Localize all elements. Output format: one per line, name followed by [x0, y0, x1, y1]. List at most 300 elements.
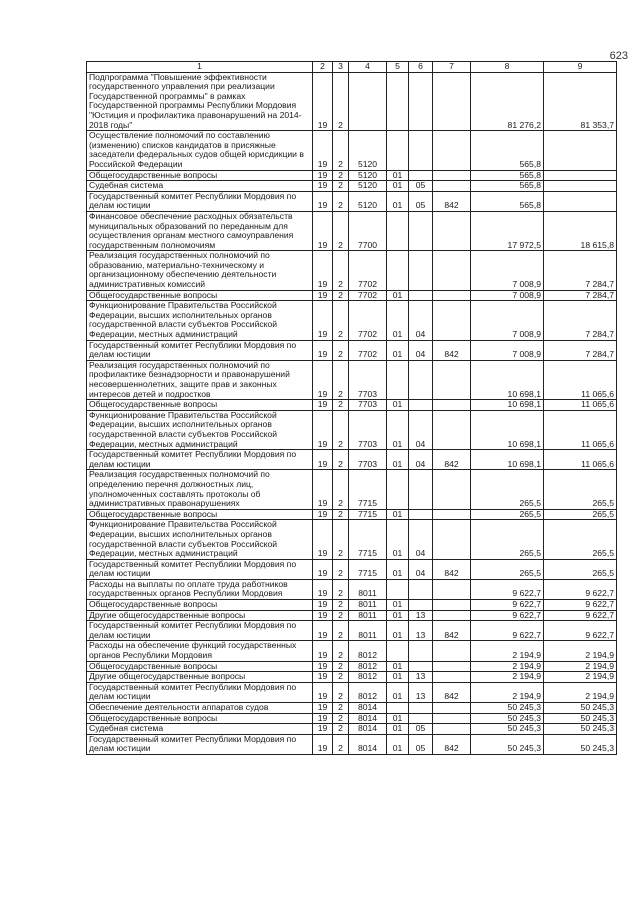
code-subsection: 04 — [409, 301, 433, 340]
code-gp: 19 — [313, 610, 333, 621]
table-row — [87, 520, 617, 559]
code-subsection: 04 — [409, 559, 433, 579]
code-sub: 2 — [333, 579, 349, 599]
amount-year-2: 11 065,6 — [544, 450, 617, 470]
row-name: Функционирование Правительства Российской Федерации, высших исполнительных органов государственной власти субъектов Российской Федерации, местных администраций — [87, 410, 313, 449]
amount-year-1: 10 698,1 — [471, 410, 544, 449]
code-ministry — [433, 520, 471, 559]
table-row — [87, 661, 617, 672]
amount-year-2: 11 065,6 — [544, 410, 617, 449]
row-name: Подпрограмма "Повышение эффективности государственного управления при реализации Государственной программы" в рамках Государственной программы Республики Мордовия "Юстиция и профилактика правонарушений на 2014-2018 годы" — [87, 72, 313, 131]
code-gp: 19 — [313, 211, 333, 250]
code-gp: 19 — [313, 410, 333, 449]
code-section: 01 — [387, 520, 409, 559]
code-section: 01 — [387, 400, 409, 411]
amount-year-1: 265,5 — [471, 520, 544, 559]
header-cell: 5 — [387, 62, 409, 73]
header-cell: 1 — [87, 62, 313, 73]
code-section: 01 — [387, 301, 409, 340]
code-ministry — [433, 400, 471, 411]
amount-year-2: 9 622,7 — [544, 610, 617, 621]
code-subsection — [409, 579, 433, 599]
code-sub: 2 — [333, 559, 349, 579]
row-name: Расходы на обеспечение функций государственных органов Республики Мордовия — [87, 641, 313, 661]
code-direction: 7715 — [349, 509, 387, 520]
code-ministry: 842 — [433, 621, 471, 641]
code-direction: 7715 — [349, 559, 387, 579]
amount-year-1: 9 622,7 — [471, 610, 544, 621]
code-sub: 2 — [333, 181, 349, 192]
code-ministry: 842 — [433, 191, 471, 211]
code-sub: 2 — [333, 724, 349, 735]
code-direction: 7703 — [349, 360, 387, 399]
code-direction: 5120 — [349, 181, 387, 192]
code-direction: 5120 — [349, 170, 387, 181]
code-section — [387, 211, 409, 250]
code-ministry — [433, 301, 471, 340]
code-section: 01 — [387, 661, 409, 672]
amount-year-2: 7 284,7 — [544, 301, 617, 340]
code-sub: 2 — [333, 661, 349, 672]
code-subsection — [409, 470, 433, 509]
code-ministry — [433, 703, 471, 714]
code-direction: 5120 — [349, 131, 387, 170]
code-section: 01 — [387, 170, 409, 181]
table-row — [87, 713, 617, 724]
code-sub: 2 — [333, 610, 349, 621]
code-sub: 2 — [333, 131, 349, 170]
code-subsection: 05 — [409, 191, 433, 211]
code-subsection — [409, 290, 433, 301]
code-section: 01 — [387, 181, 409, 192]
code-gp: 19 — [313, 72, 333, 131]
code-gp: 19 — [313, 170, 333, 181]
code-ministry: 842 — [433, 450, 471, 470]
code-gp: 19 — [313, 579, 333, 599]
code-gp: 19 — [313, 360, 333, 399]
code-sub: 2 — [333, 191, 349, 211]
code-section: 01 — [387, 610, 409, 621]
code-subsection — [409, 713, 433, 724]
table-row — [87, 724, 617, 735]
header-cell: 9 — [544, 62, 617, 73]
row-name: Осуществление полномочий по составлению (изменению) списков кандидатов в присяжные заседатели федеральных судов общей юрисдикции в Российской Федерации — [87, 131, 313, 170]
code-sub: 2 — [333, 450, 349, 470]
amount-year-1: 50 245,3 — [471, 724, 544, 735]
code-gp: 19 — [313, 713, 333, 724]
code-subsection — [409, 211, 433, 250]
code-gp: 19 — [313, 520, 333, 559]
row-name: Судебная система — [87, 181, 313, 192]
code-direction: 8014 — [349, 713, 387, 724]
code-ministry — [433, 661, 471, 672]
code-gp: 19 — [313, 400, 333, 411]
table-row — [87, 360, 617, 399]
code-section: 01 — [387, 340, 409, 360]
code-section — [387, 703, 409, 714]
amount-year-2: 50 245,3 — [544, 703, 617, 714]
amount-year-2: 2 194,9 — [544, 672, 617, 683]
table-row — [87, 559, 617, 579]
row-name: Государственный комитет Республики Мордовия по делам юстиции — [87, 450, 313, 470]
header-cell: 7 — [433, 62, 471, 73]
amount-year-2: 265,5 — [544, 559, 617, 579]
code-sub: 2 — [333, 734, 349, 754]
amount-year-2: 265,5 — [544, 520, 617, 559]
code-gp: 19 — [313, 290, 333, 301]
header-cell: 6 — [409, 62, 433, 73]
amount-year-2: 50 245,3 — [544, 734, 617, 754]
code-direction: 7715 — [349, 470, 387, 509]
code-section: 01 — [387, 290, 409, 301]
code-direction: 7702 — [349, 290, 387, 301]
code-gp: 19 — [313, 621, 333, 641]
code-sub: 2 — [333, 170, 349, 181]
amount-year-1: 265,5 — [471, 509, 544, 520]
code-ministry: 842 — [433, 734, 471, 754]
row-name: Общегосударственные вопросы — [87, 713, 313, 724]
code-sub: 2 — [333, 470, 349, 509]
code-gp: 19 — [313, 191, 333, 211]
code-subsection — [409, 131, 433, 170]
code-ministry — [433, 211, 471, 250]
amount-year-2 — [544, 131, 617, 170]
code-section — [387, 470, 409, 509]
code-subsection — [409, 72, 433, 131]
code-gp: 19 — [313, 251, 333, 290]
code-ministry — [433, 672, 471, 683]
header-cell: 2 — [313, 62, 333, 73]
code-section: 01 — [387, 724, 409, 735]
row-name: Общегосударственные вопросы — [87, 661, 313, 672]
code-direction: 7703 — [349, 410, 387, 449]
amount-year-1: 9 622,7 — [471, 621, 544, 641]
amount-year-2: 9 622,7 — [544, 579, 617, 599]
code-subsection — [409, 600, 433, 611]
amount-year-2: 2 194,9 — [544, 682, 617, 702]
amount-year-1: 7 008,9 — [471, 290, 544, 301]
code-sub: 2 — [333, 290, 349, 301]
code-subsection — [409, 661, 433, 672]
code-subsection: 13 — [409, 621, 433, 641]
code-direction: 8014 — [349, 724, 387, 735]
code-sub: 2 — [333, 713, 349, 724]
code-section — [387, 360, 409, 399]
amount-year-2: 50 245,3 — [544, 724, 617, 735]
code-subsection: 04 — [409, 410, 433, 449]
code-ministry — [433, 641, 471, 661]
code-direction: 8014 — [349, 703, 387, 714]
amount-year-1: 17 972,5 — [471, 211, 544, 250]
code-subsection — [409, 170, 433, 181]
budget-table — [86, 61, 617, 755]
amount-year-1: 265,5 — [471, 470, 544, 509]
row-name: Государственный комитет Республики Мордовия по делам юстиции — [87, 682, 313, 702]
amount-year-1: 2 194,9 — [471, 641, 544, 661]
code-section — [387, 251, 409, 290]
code-direction — [349, 72, 387, 131]
table-row — [87, 410, 617, 449]
row-name: Другие общегосударственные вопросы — [87, 672, 313, 683]
table-row — [87, 251, 617, 290]
code-subsection: 05 — [409, 734, 433, 754]
row-name: Общегосударственные вопросы — [87, 400, 313, 411]
amount-year-1: 7 008,9 — [471, 301, 544, 340]
code-direction: 8012 — [349, 661, 387, 672]
code-ministry: 842 — [433, 682, 471, 702]
code-gp: 19 — [313, 672, 333, 683]
row-name: Обеспечение деятельности аппаратов судов — [87, 703, 313, 714]
code-sub: 2 — [333, 641, 349, 661]
code-sub: 2 — [333, 410, 349, 449]
code-section: 01 — [387, 734, 409, 754]
code-ministry — [433, 509, 471, 520]
row-name: Функционирование Правительства Российской Федерации, высших исполнительных органов государственной власти субъектов Российской Федерации, местных администраций — [87, 301, 313, 340]
code-section — [387, 579, 409, 599]
amount-year-2: 2 194,9 — [544, 661, 617, 672]
table-row — [87, 450, 617, 470]
code-section: 01 — [387, 410, 409, 449]
code-gp: 19 — [313, 641, 333, 661]
amount-year-2: 9 622,7 — [544, 621, 617, 641]
code-gp: 19 — [313, 509, 333, 520]
row-name: Государственный комитет Республики Мордовия по делам юстиции — [87, 734, 313, 754]
amount-year-1: 265,5 — [471, 559, 544, 579]
amount-year-1: 565,8 — [471, 191, 544, 211]
table-row — [87, 211, 617, 250]
code-subsection: 13 — [409, 672, 433, 683]
amount-year-1: 7 008,9 — [471, 251, 544, 290]
code-gp: 19 — [313, 724, 333, 735]
row-name: Государственный комитет Республики Мордовия по делам юстиции — [87, 340, 313, 360]
row-name: Общегосударственные вопросы — [87, 600, 313, 611]
code-direction: 8011 — [349, 621, 387, 641]
code-subsection — [409, 360, 433, 399]
code-section: 01 — [387, 672, 409, 683]
amount-year-1: 10 698,1 — [471, 450, 544, 470]
code-ministry: 842 — [433, 559, 471, 579]
amount-year-2 — [544, 191, 617, 211]
code-direction: 7715 — [349, 520, 387, 559]
table-row — [87, 672, 617, 683]
code-ministry — [433, 290, 471, 301]
code-gp: 19 — [313, 559, 333, 579]
code-sub: 2 — [333, 520, 349, 559]
amount-year-1: 50 245,3 — [471, 713, 544, 724]
code-gp: 19 — [313, 734, 333, 754]
code-direction: 8011 — [349, 600, 387, 611]
row-name: Реализация государственных полномочий по определению перечня должностных лиц, уполномоченных составлять протоколы об административных правонарушениях — [87, 470, 313, 509]
amount-year-1: 10 698,1 — [471, 360, 544, 399]
table-row — [87, 579, 617, 599]
code-direction: 7702 — [349, 251, 387, 290]
row-name: Государственный комитет Республики Мордовия по делам юстиции — [87, 191, 313, 211]
amount-year-2: 265,5 — [544, 470, 617, 509]
table-row — [87, 682, 617, 702]
amount-year-1: 2 194,9 — [471, 661, 544, 672]
code-ministry: 842 — [433, 340, 471, 360]
code-subsection — [409, 251, 433, 290]
code-direction: 8011 — [349, 610, 387, 621]
code-section: 01 — [387, 450, 409, 470]
code-sub: 2 — [333, 682, 349, 702]
table-row — [87, 340, 617, 360]
row-name: Расходы на выплаты по оплате труда работников государственных органов Республики Мордовия — [87, 579, 313, 599]
table-row — [87, 400, 617, 411]
code-ministry — [433, 610, 471, 621]
row-name: Реализация государственных полномочий по образованию, материально-техническому и организационному обеспечению деятельности административных комиссий — [87, 251, 313, 290]
code-sub: 2 — [333, 703, 349, 714]
code-gp: 19 — [313, 181, 333, 192]
amount-year-2 — [544, 181, 617, 192]
code-direction: 8011 — [349, 579, 387, 599]
table-row — [87, 181, 617, 192]
code-ministry — [433, 131, 471, 170]
code-ministry — [433, 579, 471, 599]
code-section: 01 — [387, 713, 409, 724]
code-subsection: 05 — [409, 724, 433, 735]
code-sub: 2 — [333, 621, 349, 641]
amount-year-2: 81 353,7 — [544, 72, 617, 131]
table-body — [87, 72, 617, 754]
amount-year-2: 7 284,7 — [544, 290, 617, 301]
code-section: 01 — [387, 600, 409, 611]
row-name: Другие общегосударственные вопросы — [87, 610, 313, 621]
table-row — [87, 191, 617, 211]
code-direction: 8012 — [349, 641, 387, 661]
table-row — [87, 600, 617, 611]
code-direction: 7700 — [349, 211, 387, 250]
amount-year-2: 11 065,6 — [544, 400, 617, 411]
code-section — [387, 641, 409, 661]
code-sub: 2 — [333, 251, 349, 290]
code-direction: 8014 — [349, 734, 387, 754]
row-name: Государственный комитет Республики Мордовия по делам юстиции — [87, 559, 313, 579]
code-sub: 2 — [333, 400, 349, 411]
row-name: Функционирование Правительства Российской Федерации, высших исполнительных органов государственной власти субъектов Российской Федерации, местных администраций — [87, 520, 313, 559]
code-sub: 2 — [333, 360, 349, 399]
table-row — [87, 641, 617, 661]
amount-year-1: 2 194,9 — [471, 682, 544, 702]
amount-year-1: 565,8 — [471, 181, 544, 192]
code-ministry — [433, 410, 471, 449]
header-row — [87, 62, 617, 73]
amount-year-1: 81 276,2 — [471, 72, 544, 131]
code-subsection — [409, 641, 433, 661]
table-row — [87, 170, 617, 181]
code-direction: 5120 — [349, 191, 387, 211]
amount-year-1: 9 622,7 — [471, 600, 544, 611]
amount-year-2: 265,5 — [544, 509, 617, 520]
amount-year-1: 2 194,9 — [471, 672, 544, 683]
table-row — [87, 621, 617, 641]
code-section — [387, 72, 409, 131]
header-cell: 8 — [471, 62, 544, 73]
code-subsection: 04 — [409, 340, 433, 360]
amount-year-1: 50 245,3 — [471, 703, 544, 714]
row-name: Финансовое обеспечение расходных обязательств муниципальных образований по переданным для осуществления органам местного самоуправления государственным полномочиям — [87, 211, 313, 250]
amount-year-1: 9 622,7 — [471, 579, 544, 599]
code-direction: 8012 — [349, 672, 387, 683]
code-gp: 19 — [313, 470, 333, 509]
code-gp: 19 — [313, 600, 333, 611]
amount-year-2: 2 194,9 — [544, 641, 617, 661]
code-section: 01 — [387, 621, 409, 641]
code-direction: 7702 — [349, 340, 387, 360]
amount-year-2: 50 245,3 — [544, 713, 617, 724]
code-gp: 19 — [313, 703, 333, 714]
code-gp: 19 — [313, 661, 333, 672]
table-row — [87, 72, 617, 131]
code-sub: 2 — [333, 72, 349, 131]
code-section: 01 — [387, 191, 409, 211]
code-sub: 2 — [333, 340, 349, 360]
code-section — [387, 131, 409, 170]
code-section: 01 — [387, 682, 409, 702]
code-ministry — [433, 713, 471, 724]
code-ministry — [433, 724, 471, 735]
code-gp: 19 — [313, 301, 333, 340]
code-ministry — [433, 170, 471, 181]
code-subsection: 13 — [409, 610, 433, 621]
code-direction: 8012 — [349, 682, 387, 702]
code-ministry — [433, 360, 471, 399]
code-subsection: 13 — [409, 682, 433, 702]
header-cell: 3 — [333, 62, 349, 73]
code-gp: 19 — [313, 682, 333, 702]
code-ministry — [433, 600, 471, 611]
row-name: Реализация государственных полномочий по профилактике безнадзорности и правонарушений несовершеннолетних, защите прав и законных интересов детей и подростков — [87, 360, 313, 399]
code-subsection: 05 — [409, 181, 433, 192]
table-row — [87, 290, 617, 301]
row-name: Государственный комитет Республики Мордовия по делам юстиции — [87, 621, 313, 641]
code-ministry — [433, 72, 471, 131]
amount-year-1: 50 245,3 — [471, 734, 544, 754]
code-gp: 19 — [313, 450, 333, 470]
table-row — [87, 131, 617, 170]
code-sub: 2 — [333, 600, 349, 611]
table-row — [87, 470, 617, 509]
amount-year-2 — [544, 170, 617, 181]
amount-year-1: 565,8 — [471, 170, 544, 181]
amount-year-2: 7 284,7 — [544, 251, 617, 290]
row-name: Общегосударственные вопросы — [87, 290, 313, 301]
code-direction: 7702 — [349, 301, 387, 340]
code-subsection — [409, 400, 433, 411]
code-ministry — [433, 470, 471, 509]
amount-year-2: 9 622,7 — [544, 600, 617, 611]
amount-year-1: 7 008,9 — [471, 340, 544, 360]
code-ministry — [433, 251, 471, 290]
amount-year-2: 11 065,6 — [544, 360, 617, 399]
code-sub: 2 — [333, 301, 349, 340]
code-sub: 2 — [333, 211, 349, 250]
amount-year-1: 10 698,1 — [471, 400, 544, 411]
code-section: 01 — [387, 559, 409, 579]
code-section: 01 — [387, 509, 409, 520]
table-row — [87, 301, 617, 340]
code-direction: 7703 — [349, 400, 387, 411]
code-gp: 19 — [313, 131, 333, 170]
amount-year-2: 7 284,7 — [544, 340, 617, 360]
amount-year-2: 18 615,8 — [544, 211, 617, 250]
code-subsection — [409, 703, 433, 714]
row-name: Общегосударственные вопросы — [87, 509, 313, 520]
code-sub: 2 — [333, 672, 349, 683]
row-name: Общегосударственные вопросы — [87, 170, 313, 181]
table-row — [87, 509, 617, 520]
code-subsection: 04 — [409, 520, 433, 559]
